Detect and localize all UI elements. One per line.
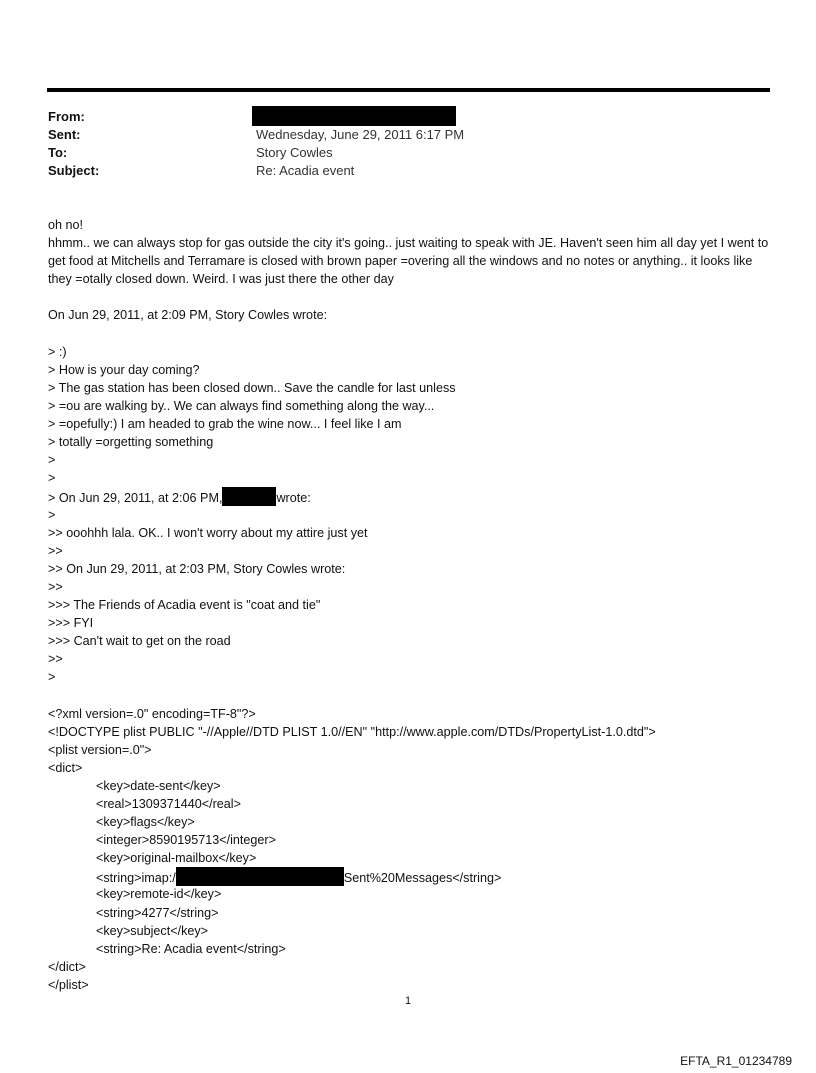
nested-attribution-prefix: > On Jun 29, 2011, at 2:06 PM, bbox=[48, 491, 223, 506]
quote-line: > bbox=[48, 453, 56, 468]
redacted-sender bbox=[252, 106, 456, 126]
nested-line: >> ooohhh lala. OK.. I won't worry about my attire just yet bbox=[48, 525, 368, 540]
spacer bbox=[48, 686, 778, 704]
redacted-mailbox bbox=[176, 867, 344, 886]
quote-line: > :) bbox=[48, 344, 67, 359]
greeting: oh no! bbox=[48, 218, 84, 232]
redacted-name bbox=[222, 487, 276, 506]
header-rule bbox=[47, 88, 770, 92]
dict-close: </dict> bbox=[48, 959, 86, 974]
dict-open: <dict> bbox=[48, 760, 83, 775]
mailbox-suffix: Sent%20Messages</string> bbox=[343, 871, 502, 886]
quote-line: > totally =orgetting something bbox=[48, 435, 214, 450]
plist-close: </plist> bbox=[48, 977, 89, 992]
plist-entry: <key>remote-id</key> bbox=[96, 887, 222, 902]
plist-entry: <key>subject</key> bbox=[96, 923, 209, 938]
from-label: From: bbox=[48, 109, 85, 124]
nested-line: >> On Jun 29, 2011, at 2:03 PM, Story Cowles wrote: bbox=[48, 561, 346, 576]
quote-line: > =opefully:) I am headed to grab the wine now... I feel like I am bbox=[48, 417, 402, 432]
plist-entry: <key>original-mailbox</key> bbox=[96, 851, 257, 866]
mailbox-prefix: <string>imap:/ bbox=[96, 871, 176, 886]
spacer bbox=[48, 288, 778, 306]
quote-line: > The gas station has been closed down.. Save the candle for last unless bbox=[48, 380, 456, 395]
nested-attribution bbox=[48, 487, 778, 505]
plist-xml-declaration: <?xml version=.0" encoding=TF-8"?> bbox=[48, 706, 256, 721]
document-id: EFTA_R1_01234789 bbox=[680, 1054, 792, 1068]
quote-line: > How is your day coming? bbox=[48, 362, 200, 377]
quote-attribution: On Jun 29, 2011, at 2:09 PM, Story Cowles wrote: bbox=[48, 308, 328, 323]
to-label: To: bbox=[48, 145, 68, 160]
nested-line: >>> FYI bbox=[48, 616, 94, 631]
plist-mailbox-entry bbox=[48, 867, 778, 885]
plist-doctype: <!DOCTYPE plist PUBLIC "-//Apple//DTD PLIST 1.0//EN" "http://www.apple.com/DTDs/PropertyList-1.0.dtd"> bbox=[48, 724, 656, 739]
nested-line: >>> Can't wait to get on the road bbox=[48, 634, 231, 649]
nested-line: >>> The Friends of Acadia event is "coat and tie" bbox=[48, 597, 321, 612]
plist-entry: <string>Re: Acadia event</string> bbox=[96, 941, 286, 956]
quote-line: > =ou are walking by.. We can always find something along the way... bbox=[48, 398, 435, 413]
plist-entry: <integer>8590195713</integer> bbox=[96, 833, 276, 848]
email-body bbox=[48, 216, 778, 994]
nested-line: > bbox=[48, 507, 56, 522]
spacer bbox=[48, 325, 778, 343]
plist-entry: <key>date-sent</key> bbox=[96, 778, 221, 793]
reply-paragraph: hhmm.. we can always stop for gas outside the city it's going.. just waiting to speak with JE. Haven't seen him all day yet I went to get food at Mitchells and Terramare is closed with brown paper =overing all the windows and no notes or anything.. it looks like they =otally closed down. Weird. I was just there the other day bbox=[48, 236, 769, 287]
plist-entry: <string>4277</string> bbox=[96, 905, 219, 920]
nested-line: > bbox=[48, 670, 56, 685]
nested-line: >> bbox=[48, 543, 63, 558]
subject-label: Subject: bbox=[48, 163, 100, 178]
sent-value: Wednesday, June 29, 2011 6:17 PM bbox=[256, 127, 465, 142]
subject-value: Re: Acadia event bbox=[256, 163, 355, 178]
plist-entry: <key>flags</key> bbox=[96, 815, 195, 830]
to-value: Story Cowles bbox=[256, 145, 333, 160]
nested-line: >> bbox=[48, 652, 63, 667]
page-number: 1 bbox=[404, 995, 412, 1007]
quote-line: > bbox=[48, 471, 56, 486]
nested-attribution-suffix: wrote: bbox=[276, 491, 311, 506]
plist-entry: <real>1309371440</real> bbox=[96, 797, 241, 811]
nested-line: >> bbox=[48, 579, 63, 594]
plist-open: <plist version=.0"> bbox=[48, 742, 152, 757]
sent-label: Sent: bbox=[48, 127, 81, 142]
